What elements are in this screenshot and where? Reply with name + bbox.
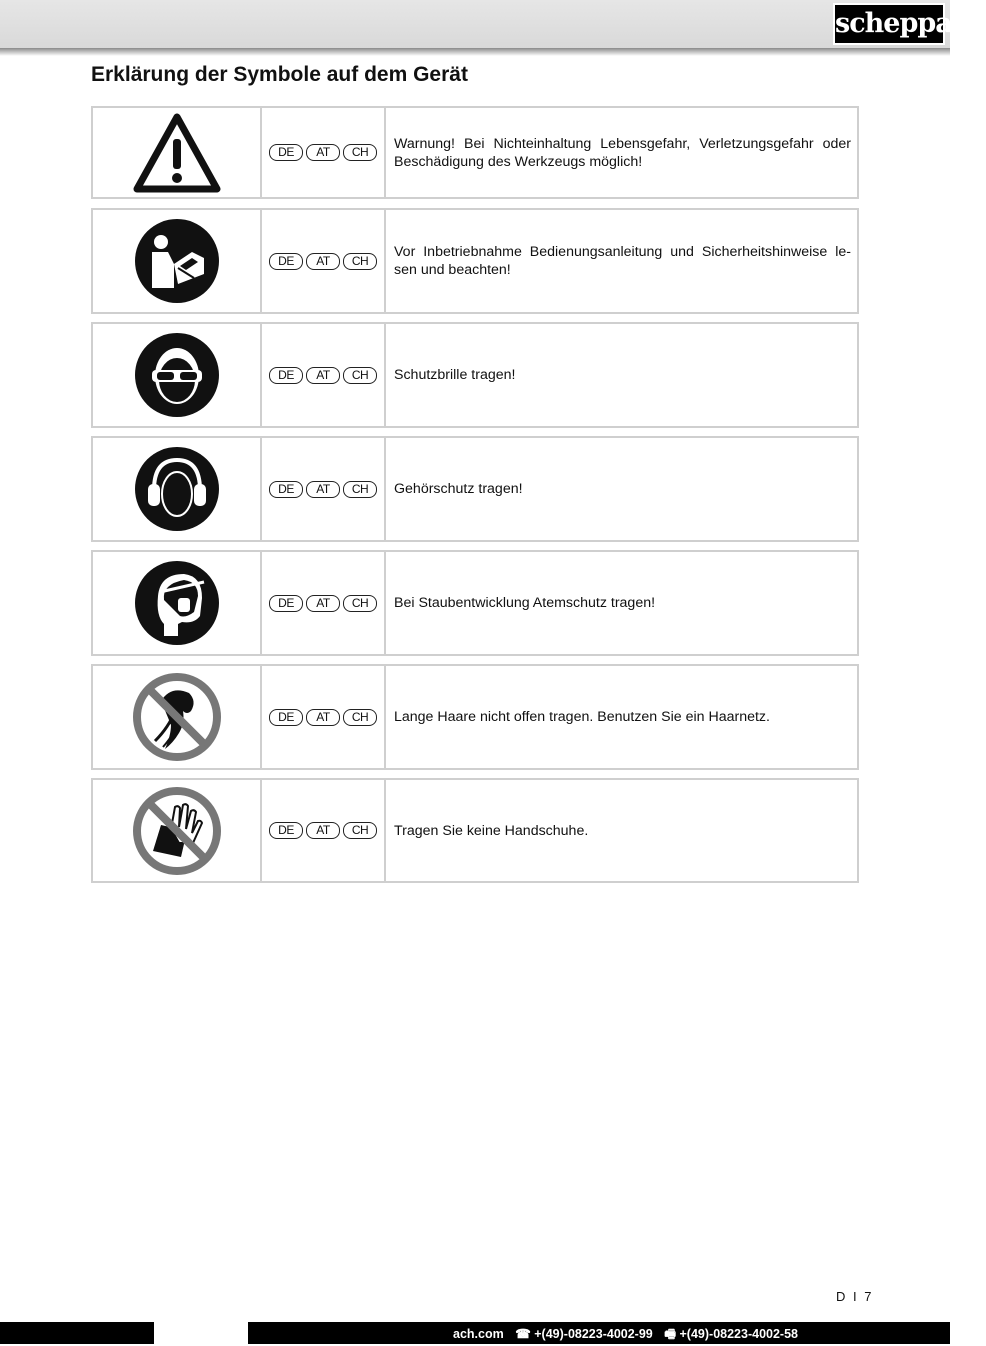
symbol-description: Bei Staubentwicklung Atemschutz tragen!	[394, 595, 656, 611]
symbol-icon-cell	[93, 324, 262, 426]
header-shadow	[0, 48, 950, 56]
page-number: D I 7	[836, 1289, 874, 1304]
symbol-description: Schutzbrille tragen!	[394, 367, 516, 383]
symbol-description: Warnung! Bei Nichteinhaltung Lebensgefahr, Verletzungsgefahr oder Beschädigung des Werkzeugs möglich!	[394, 135, 851, 170]
no-gloves-icon	[131, 785, 223, 877]
language-cell	[262, 210, 386, 312]
language-cell	[262, 780, 386, 881]
lang-badge-at: AT	[306, 481, 340, 498]
lang-badge-de: DE	[269, 822, 303, 839]
symbol-row-manual	[91, 208, 859, 314]
symbol-description: Gehörschutz tragen!	[394, 481, 523, 497]
ear-protection-icon	[134, 446, 220, 532]
footer-fax: 🖷 +(49)-08223-4002-58	[664, 1327, 798, 1341]
lang-badge-ch: CH	[343, 144, 377, 161]
lang-badge-at: AT	[306, 144, 340, 161]
symbol-description: Tragen Sie keine Handschuhe.	[394, 822, 589, 839]
dust-mask-icon	[134, 560, 220, 646]
lang-badge-ch: CH	[343, 709, 377, 726]
language-cell	[262, 324, 386, 426]
warning-triangle-icon	[133, 113, 221, 193]
symbol-row-no-gloves	[91, 778, 859, 883]
read-manual-icon	[134, 218, 220, 304]
footer-phone: ☎ +(49)-08223-4002-99	[515, 1327, 653, 1341]
symbol-icon-cell	[93, 210, 262, 312]
lang-badge-ch: CH	[343, 595, 377, 612]
lang-badge-at: AT	[306, 709, 340, 726]
lang-badge-at: AT	[306, 367, 340, 384]
lang-badge-de: DE	[269, 709, 303, 726]
symbol-icon-cell	[93, 666, 262, 768]
symbol-icon-cell	[93, 108, 262, 197]
lang-badge-ch: CH	[343, 822, 377, 839]
lang-badge-de: DE	[269, 481, 303, 498]
brand-logo: scheppach	[833, 3, 945, 45]
symbol-row-dust-mask	[91, 550, 859, 656]
symbol-description: Lange Haare nicht offen tragen. Benutzen Sie ein Haarnetz.	[394, 709, 770, 725]
no-long-hair-icon	[131, 671, 223, 763]
page-title: Erklärung der Symbole auf dem Gerät	[91, 63, 468, 86]
lang-badge-at: AT	[306, 595, 340, 612]
language-cell	[262, 108, 386, 197]
symbol-description: Vor Inbetriebnahme Bedienungsanleitung und Sicherheitshinweise le-sen und beachten!	[394, 244, 851, 278]
symbol-icon-cell	[93, 780, 262, 881]
header-band	[0, 0, 950, 48]
symbol-icon-cell	[93, 438, 262, 540]
symbol-row-no-long-hair	[91, 664, 859, 770]
language-cell	[262, 552, 386, 654]
symbol-row-ear-protection	[91, 436, 859, 542]
lang-badge-de: DE	[269, 253, 303, 270]
symbol-row-goggles	[91, 322, 859, 428]
footer-contact	[445, 1325, 798, 1346]
footer-web[interactable]: ach.com	[453, 1327, 504, 1341]
lang-badge-de: DE	[269, 367, 303, 384]
footer-gap	[154, 1322, 248, 1344]
lang-badge-ch: CH	[343, 481, 377, 498]
language-cell	[262, 438, 386, 540]
footer-bar	[0, 1322, 950, 1344]
lang-badge-ch: CH	[343, 253, 377, 270]
lang-badge-at: AT	[306, 822, 340, 839]
lang-badge-at: AT	[306, 253, 340, 270]
lang-badge-ch: CH	[343, 367, 377, 384]
lang-badge-de: DE	[269, 595, 303, 612]
symbol-icon-cell	[93, 552, 262, 654]
safety-goggles-icon	[134, 332, 220, 418]
symbol-row-warning	[91, 106, 859, 199]
lang-badge-de: DE	[269, 144, 303, 161]
language-cell	[262, 666, 386, 768]
